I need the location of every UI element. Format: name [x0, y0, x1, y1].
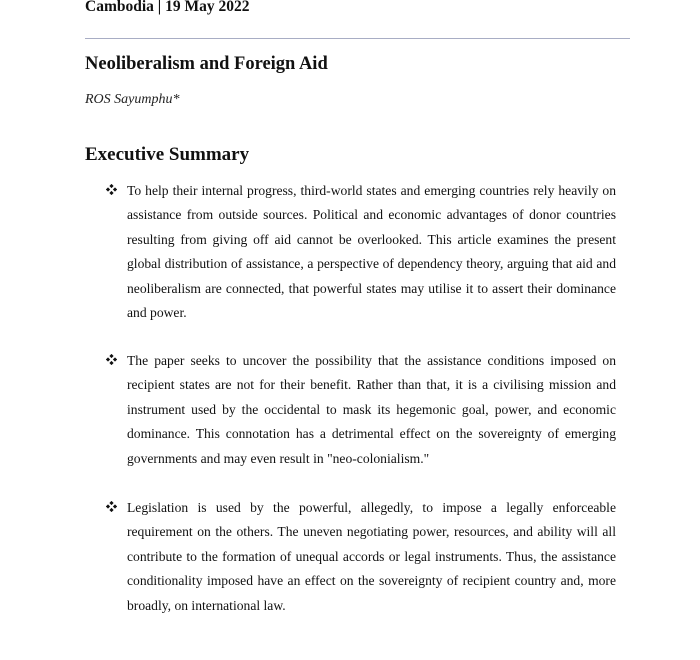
bullet-text: The paper seeks to uncover the possibility that the assistance conditions imposed on recipient states are not for their benefit. Rather than that, it is a civilising mission and instrument used by the occidental to mask its hegemonic goal, power, and economic dominance. This connotation has a detrimental effect on the sovereignty of emerging governments and may even result in "neo-colonialism."	[127, 353, 616, 466]
bullet-item	[106, 179, 616, 325]
article-title: Neoliberalism and Foreign Aid	[85, 54, 328, 74]
article-author: ROS Sayumphu*	[85, 92, 180, 107]
four-diamond-bullet-icon	[106, 354, 117, 365]
bullet-text: To help their internal progress, third-world states and emerging countries rely heavily on assistance from outside sources. Political and economic advantages of donor countries resulting from giving off aid cannot be overlooked. This article examines the present global distribution of assistance, a perspective of dependency theory, arguing that aid and neoliberalism are connected, that powerful states may utilise it to assert their dominance and power.	[127, 183, 616, 321]
bullet-item	[106, 496, 616, 618]
four-diamond-bullet-icon	[106, 501, 117, 512]
bullet-text: Legislation is used by the powerful, allegedly, to impose a legally enforceable requirement on the others. The uneven negotiating power, resources, and ability will all contribute to the formation of unequal accords or legal instruments. Thus, the assistance conditionality imposed have an effect on the sovereignty of recipient country and, more broadly, on international law.	[127, 500, 616, 613]
header-meta: Cambodia | 19 May 2022	[85, 0, 250, 15]
four-diamond-bullet-icon	[106, 184, 117, 195]
bullet-item	[106, 349, 616, 471]
section-heading: Executive Summary	[85, 144, 250, 165]
header-divider	[85, 38, 630, 39]
